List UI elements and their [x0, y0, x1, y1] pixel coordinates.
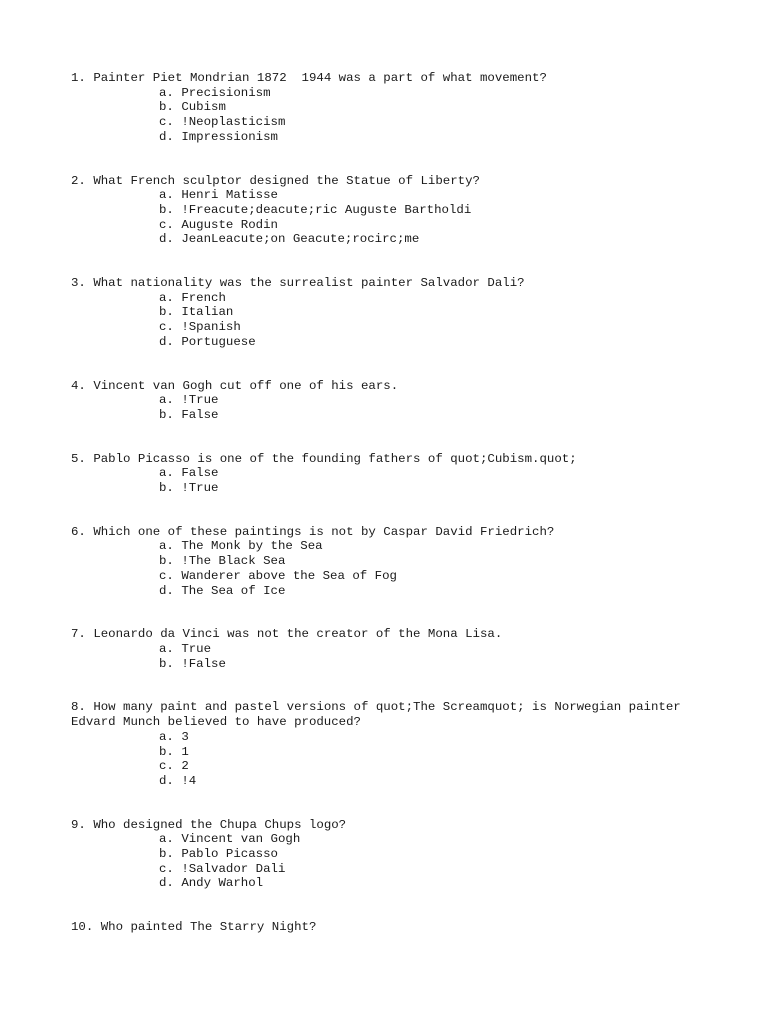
question-9 — [71, 818, 711, 892]
question-6 — [71, 525, 711, 599]
answer-option: b. !False — [159, 656, 226, 671]
question-8 — [71, 700, 711, 788]
question-text: 7. Leonardo da Vinci was not the creator of the Mona Lisa. — [71, 627, 503, 642]
question-text: 2. What French sculptor designed the Statue of Liberty? — [71, 173, 480, 188]
answer-option: a. The Monk by the Sea — [159, 539, 323, 554]
answer-option: a. Henri Matisse — [159, 188, 278, 203]
answer-option: d. JeanLeacute;on Geacute;rocirc;me — [159, 232, 420, 247]
question-text: 9. Who designed the Chupa Chups logo? — [71, 817, 347, 832]
answer-option: a. False — [159, 466, 219, 481]
question-7 — [71, 627, 711, 671]
question-text: 8. How many paint and pastel versions of quot;The Screamquot; is Norwegian painter — [71, 700, 681, 715]
answer-option: a. Precisionism — [159, 85, 271, 100]
quiz-document — [71, 71, 711, 964]
answer-option: c. Wanderer above the Sea of Fog — [159, 568, 397, 583]
answer-option: c. 2 — [159, 759, 189, 774]
question-10 — [71, 920, 711, 935]
question-4 — [71, 379, 711, 423]
question-text-continued: Edvard Munch believed to have produced? — [71, 715, 361, 730]
answer-option: c. Auguste Rodin — [159, 217, 278, 232]
question-3 — [71, 276, 711, 350]
answer-option: a. 3 — [159, 729, 189, 744]
question-5 — [71, 452, 711, 496]
answer-option: b. !Freacute;deacute;ric Auguste Bartholdi — [159, 202, 472, 217]
question-text: 5. Pablo Picasso is one of the founding fathers of quot;Cubism.quot; — [71, 451, 577, 466]
answer-option: b. Italian — [159, 305, 234, 320]
answer-option: b. Cubism — [159, 100, 226, 115]
answer-option: a. True — [159, 641, 212, 656]
answer-option: c. !Neoplasticism — [159, 115, 286, 130]
answer-option: d. The Sea of Ice — [159, 583, 286, 598]
answer-option: a. !True — [159, 393, 219, 408]
question-text: 6. Which one of these paintings is not by Caspar David Friedrich? — [71, 524, 555, 539]
question-2 — [71, 174, 711, 248]
answer-option: a. French — [159, 290, 226, 305]
answer-option: b. !The Black Sea — [159, 554, 286, 569]
question-text: 10. Who painted The Starry Night? — [71, 920, 317, 935]
answer-option: b. Pablo Picasso — [159, 847, 278, 862]
answer-option: d. Andy Warhol — [159, 876, 264, 891]
question-1 — [71, 71, 711, 145]
question-text: 4. Vincent van Gogh cut off one of his ears. — [71, 378, 399, 393]
question-text: 3. What nationality was the surrealist painter Salvador Dali? — [71, 276, 525, 291]
answer-option: a. Vincent van Gogh — [159, 832, 301, 847]
answer-option: b. False — [159, 407, 219, 422]
answer-option: b. 1 — [159, 744, 189, 759]
answer-option: d. !4 — [159, 773, 197, 788]
answer-option: d. Impressionism — [159, 129, 278, 144]
answer-option: c. !Salvador Dali — [159, 861, 286, 876]
answer-option: c. !Spanish — [159, 320, 241, 335]
answer-option: d. Portuguese — [159, 334, 256, 349]
answer-option: b. !True — [159, 481, 219, 496]
question-text: 1. Painter Piet Mondrian 1872 1944 was a part of what movement? — [71, 71, 547, 85]
